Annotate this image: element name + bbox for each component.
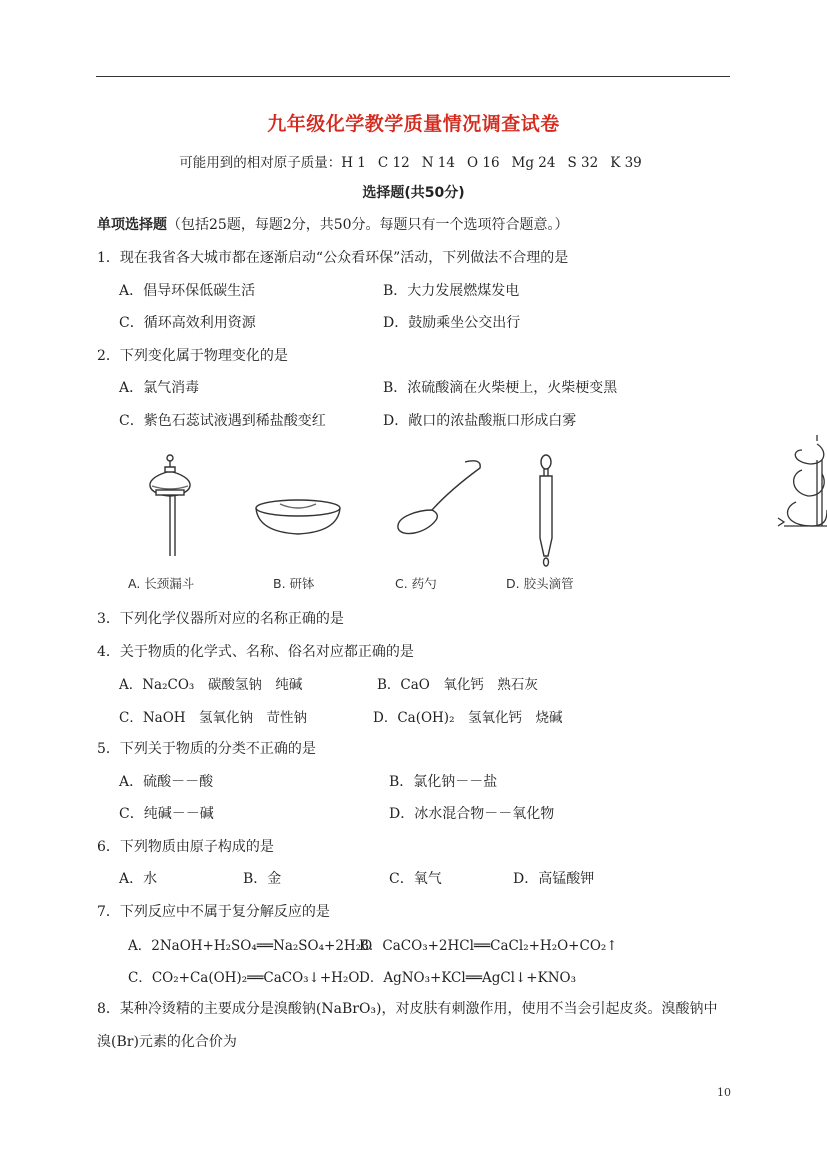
atomic-mass-item: C 12 <box>377 155 410 171</box>
instructions <box>97 214 569 234</box>
q6-option-c: C．氧气 <box>389 871 442 887</box>
q1-option-d: D．鼓励乘坐公交出行 <box>383 315 521 331</box>
q2-option-b: B．浓硫酸滴在火柴梗上，火柴梗变黑 <box>383 380 618 396</box>
q4-option-a: A．Na₂CO₃ 碳酸氢钠 纯碱 <box>119 677 303 693</box>
q7-option-b: B．CaCO₃+2HCl══CaCl₂+H₂O+CO₂↑ <box>359 938 618 954</box>
q7-option-d: D．AgNO₃+KCl══AgCl↓+KNO₃ <box>359 970 576 986</box>
q1-option-c: C．循环高效利用资源 <box>119 315 256 331</box>
gas-generator-partial-drawing <box>772 430 827 540</box>
lab-instruments-figure <box>120 450 600 570</box>
q5-option-b: B．氯化钠－－盐 <box>389 774 498 790</box>
atomic-mass-line <box>0 151 827 171</box>
q6-option-a: A．水 <box>119 871 158 887</box>
atomic-mass-item: O 16 <box>467 155 500 171</box>
caption-dropper: D. 胶头滴管 <box>506 576 574 591</box>
q8-stem-line1: 8．某种冷烫精的主要成分是溴酸钠(NaBrO₃)，对皮肤有刺激作用，使用不当会引起皮炎。溴酸钠中 <box>97 1001 718 1017</box>
instructions-heading: 单项选择题 <box>97 217 167 233</box>
atomic-mass-item: Mg 24 <box>511 155 556 171</box>
section-title: 选择题(共50分) <box>362 185 465 201</box>
q4-option-c: C．NaOH 氢氧化钠 苛性钠 <box>119 710 308 726</box>
long-neck-funnel-drawing <box>150 455 190 556</box>
medicine-spoon-drawing <box>398 461 480 534</box>
q5-stem: 5．下列关于物质的分类不正确的是 <box>97 741 316 757</box>
q7-option-a: A．2NaOH+H₂SO₄══Na₂SO₄+2H₂O <box>128 938 373 954</box>
q6-option-d: D．高锰酸钾 <box>513 871 595 887</box>
atomic-mass-item: S 32 <box>567 155 599 171</box>
q6-option-b: B．金 <box>243 871 282 887</box>
dropper-drawing <box>540 455 552 566</box>
q7-stem: 7．下列反应中不属于复分解反应的是 <box>97 904 330 920</box>
atomic-mass-label: 可能用到的相对原子质量： <box>179 155 342 171</box>
q4-option-d: D．Ca(OH)₂ 氢氧化钙 烧碱 <box>373 710 563 726</box>
atomic-mass-item: N 14 <box>421 155 455 171</box>
q6-stem: 6．下列物质由原子构成的是 <box>97 839 274 855</box>
header-rule <box>96 76 730 77</box>
caption-spoon: C. 药勺 <box>395 576 437 591</box>
q1-option-a: A．倡导环保低碳生活 <box>119 283 256 299</box>
page-title: 九年级化学教学质量情况调查试卷 <box>267 113 560 135</box>
caption-mortar: B. 研钵 <box>273 576 315 591</box>
q1-option-b: B．大力发展燃煤发电 <box>383 283 520 299</box>
q5-option-a: A．硫酸－－酸 <box>119 774 214 790</box>
q4-option-b: B．CaO 氧化钙 熟石灰 <box>377 677 538 693</box>
q7-option-c: C．CO₂+Ca(OH)₂══CaCO₃↓+H₂O <box>128 970 360 986</box>
page-number: 10 <box>717 1086 731 1099</box>
q2-option-c: C．紫色石蕊试液遇到稀盐酸变红 <box>119 413 326 429</box>
q5-option-c: C．纯碱－－碱 <box>119 806 214 822</box>
atomic-mass-item: H 1 <box>341 155 366 171</box>
instructions-text: （包括25题，每题2分，共50分。每题只有一个选项符合题意。） <box>167 217 569 233</box>
q5-option-d: D．冰水混合物－－氧化物 <box>389 806 555 822</box>
caption-funnel: A. 长颈漏斗 <box>128 576 195 591</box>
q3-stem: 3．下列化学仪器所对应的名称正确的是 <box>97 611 344 627</box>
mortar-drawing <box>256 500 340 534</box>
q4-stem: 4．关于物质的化学式、名称、俗名对应都正确的是 <box>97 644 414 660</box>
q2-stem: 2．下列变化属于物理变化的是 <box>97 348 288 364</box>
q2-option-a: A．氯气消毒 <box>119 380 200 396</box>
q1-stem: 1．现在我省各大城市都在逐渐启动“公众看环保”活动，下列做法不合理的是 <box>97 250 569 266</box>
atomic-mass-item: K 39 <box>610 155 642 171</box>
q2-option-d: D．敞口的浓盐酸瓶口形成白雾 <box>383 413 577 429</box>
q8-stem-line2: 溴(Br)元素的化合价为 <box>97 1034 237 1050</box>
